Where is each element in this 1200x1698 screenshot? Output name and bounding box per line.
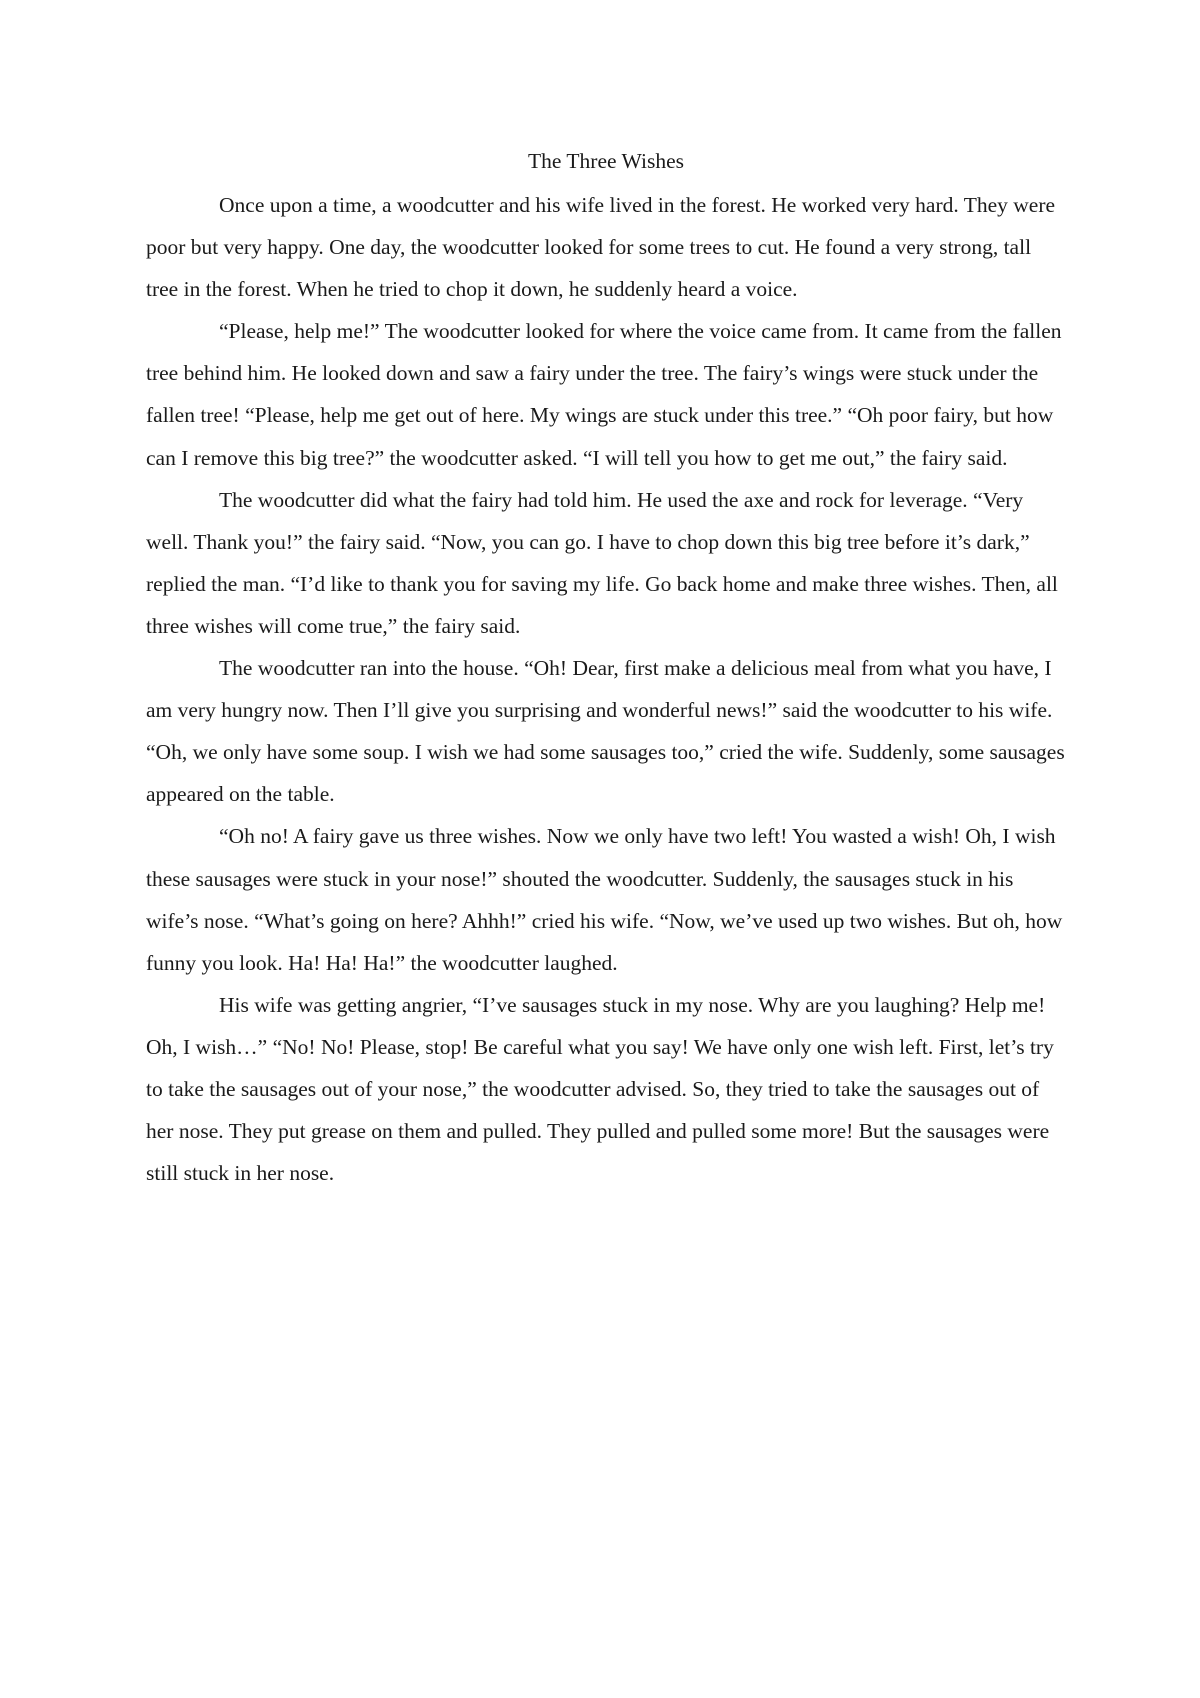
document-body	[146, 140, 1066, 1194]
paragraph: “Please, help me!” The woodcutter looked for where the voice came from. It came from the fallen tree behind him. He looked down and saw a fairy under the tree. The fairy’s wings were stuck under the fallen tree! “Please, help me get out of here. My wings are stuck under this tree.” “Oh poor fairy, but how can I remove this big tree?” the woodcutter asked. “I will tell you how to get me out,” the fairy said.	[146, 319, 1062, 470]
paragraph: His wife was getting angrier, “I’ve sausages stuck in my nose. Why are you laughing? Help me! Oh, I wish…” “No! No! Please, stop! Be careful what you say! We have only one wish left. First, let’s try to take the sausages out of your nose,” the woodcutter advised. So, they tried to take the sausages out of her nose. They put grease on them and pulled. They pulled and pulled some more! But the sausages were still stuck in her nose.	[146, 992, 1054, 1186]
document-title: The Three Wishes	[528, 149, 684, 173]
paragraph: Once upon a time, a woodcutter and his wife lived in the forest. He worked very hard. They were poor but very happy. One day, the woodcutter looked for some trees to cut. He found a very strong, tall tree in the forest. When he tried to chop it down, he suddenly heard a voice.	[146, 193, 1056, 302]
paragraph: The woodcutter ran into the house. “Oh! Dear, first make a delicious meal from what you have, I am very hungry now. Then I’ll give you surprising and wonderful news!” said the woodcutter to his wife. “Oh, we only have some soup. I wish we had some sausages too,” cried the wife. Suddenly, some sausages appeared on the table.	[146, 656, 1065, 807]
paragraph: “Oh no! A fairy gave us three wishes. Now we only have two left! You wasted a wish! Oh, I wish these sausages were stuck in your nose!” shouted the woodcutter. Suddenly, the sausages stuck in his wife’s nose. “What’s going on here? Ahhh!” cried his wife. “Now, we’ve used up two wishes. But oh, how funny you look. Ha! Ha! Ha!” the woodcutter laughed.	[146, 824, 1063, 975]
paragraph: The woodcutter did what the fairy had told him. He used the axe and rock for leverage. “Very well. Thank you!” the fairy said. “Now, you can go. I have to chop down this big tree before it’s dark,” replied the man. “I’d like to thank you for saving my life. Go back home and make three wishes. Then, all three wishes will come true,” the fairy said.	[146, 487, 1058, 638]
